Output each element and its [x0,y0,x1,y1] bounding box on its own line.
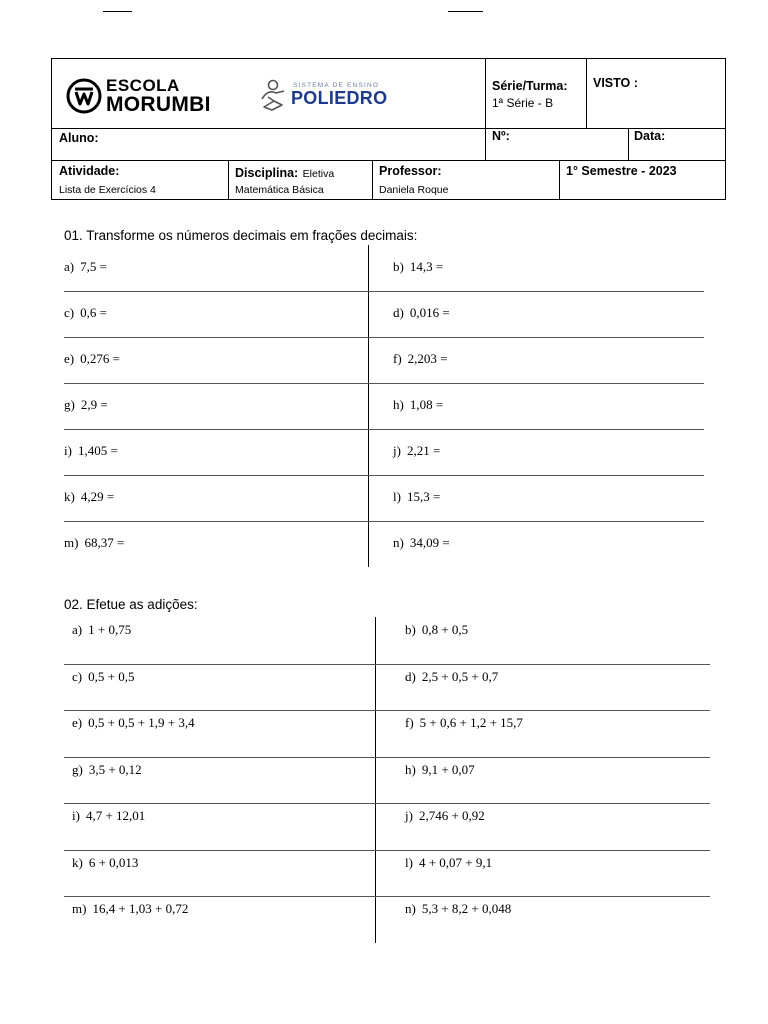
row-divider [64,850,710,851]
item-label: e) [72,715,83,730]
item-expression: 7,5 = [80,259,107,274]
item-label: i) [64,443,72,458]
q1-item-b [393,259,443,275]
q2-item-n [405,901,511,917]
q2-item-m [72,901,188,917]
item-expression: 16,4 + 1,03 + 0,72 [92,901,189,916]
top-rule-right [448,11,483,12]
item-label: h) [405,761,416,777]
disciplina-header [235,164,334,182]
q1-item-n [393,535,450,551]
item-expression: 2,203 = [407,351,448,366]
header-col-divider [228,160,229,200]
row-divider [64,337,704,338]
q1-item-m [64,535,124,551]
q2-item-k [72,855,138,871]
serie-label: Série/Turma: [492,79,568,93]
atividade-label: Atividade: [59,164,120,178]
visto-label: VISTO : [593,76,638,90]
item-expression: 3,5 + 0,12 [88,761,142,777]
q1-item-k [64,489,114,505]
item-expression: 0,276 = [80,351,120,366]
q2-item-a [72,622,131,638]
semestre-label: 1° Semestre - 2023 [566,164,677,178]
header-row-divider-2 [52,160,725,161]
row-divider [64,664,710,665]
item-label: b) [405,622,416,637]
school-name-line1: ESCOLA [106,76,180,95]
item-label: k) [72,854,83,870]
disciplina-value: Matemática Básica [235,184,324,196]
item-expression: 34,09 = [409,535,450,550]
item-expression: 5,3 + 8,2 + 0,048 [421,901,512,916]
q1-item-h [393,397,443,413]
item-expression: 14,3 = [409,259,444,274]
numero-label: Nº: [492,129,510,143]
header-col-divider [372,160,373,200]
item-label: n) [405,901,416,916]
item-label: l) [405,854,413,870]
q1-item-a [64,259,107,275]
item-expression: 4,29 = [80,489,115,504]
q2-item-h [405,762,475,778]
professor-label: Professor: [379,164,442,178]
item-expression: 5 + 0,6 + 1,2 + 15,7 [419,715,523,730]
q2-item-f [405,715,523,731]
row-divider [64,429,704,430]
atividade-value: Lista de Exercícios 4 [59,184,156,196]
poliedro-name: POLIEDRO [291,88,388,109]
question-2-title: 02. Efetue as adições: [64,597,198,612]
item-label: e) [64,351,75,366]
row-divider [64,710,710,711]
q1-item-i [64,443,118,459]
data-label: Data: [634,129,666,143]
serie-value: 1ª Série - B [492,96,554,110]
q1-item-c [64,305,107,321]
item-label: d) [393,305,404,320]
item-label: b) [393,259,404,274]
header-row-divider-1 [52,128,725,129]
item-expression: 1,08 = [409,397,444,412]
item-expression: 6 + 0,013 [88,854,139,870]
item-expression: 2,21 = [406,443,441,458]
q2-item-d [405,669,498,685]
morumbi-emblem-icon [66,78,102,114]
item-label: c) [64,305,75,320]
item-expression: 2,9 = [80,397,108,412]
q1-item-e [64,351,120,367]
q2-item-g [72,762,142,778]
q2-item-j [405,808,485,824]
item-expression: 1 + 0,75 [88,622,132,637]
column-divider [375,617,376,943]
item-label: g) [72,761,83,777]
item-label: j) [393,443,401,458]
item-label: j) [405,808,413,823]
item-label: m) [72,901,87,916]
item-expression: 15,3 = [406,489,441,504]
q2-item-i [72,808,145,824]
item-label: g) [64,397,75,412]
row-divider [64,757,710,758]
item-expression: 4,7 + 12,01 [85,808,146,823]
q2-item-b [405,622,468,638]
item-label: i) [72,808,80,823]
item-label: h) [393,397,404,412]
q1-item-f [393,351,448,367]
item-expression: 1,405 = [77,443,118,458]
professor-value: Daniela Roque [379,184,449,196]
item-label: d) [405,668,416,684]
item-label: l) [393,489,401,504]
aluno-label: Aluno: [59,131,99,145]
header-col-divider [628,128,629,160]
disciplina-suffix: Eletiva [302,168,335,180]
item-label: m) [64,535,79,550]
item-label: f) [393,351,402,366]
item-label: f) [405,715,414,730]
item-expression: 2,5 + 0,5 + 0,7 [421,668,499,684]
item-label: k) [64,489,75,504]
item-expression: 0,8 + 0,5 [421,622,469,637]
escola-morumbi-logo [66,77,211,115]
q2-item-c [72,669,134,685]
q1-item-l [393,489,440,505]
item-expression: 9,1 + 0,07 [421,761,475,777]
school-name-line2: MORUMBI [106,93,211,116]
item-expression: 0,5 + 0,5 + 1,9 + 3,4 [88,715,195,730]
item-label: n) [393,535,404,550]
question-1-title: 01. Transforme os números decimais em frações decimais: [64,228,418,243]
item-expression: 0,016 = [409,305,450,320]
disciplina-label: Disciplina: [235,166,299,180]
q1-item-g [64,397,108,413]
item-expression: 68,37 = [84,535,125,550]
q1-item-j [393,443,440,459]
item-expression: 4 + 0,07 + 9,1 [418,854,493,870]
item-label: a) [64,259,75,274]
q1-item-d [393,305,450,321]
item-expression: 0,6 = [80,305,107,320]
header-table [51,58,726,200]
row-divider [64,291,704,292]
poliedro-logo [258,79,387,111]
row-divider [64,383,704,384]
item-label: c) [72,668,83,684]
row-divider [64,475,704,476]
row-divider [64,896,710,897]
poliedro-figure-icon [258,79,288,111]
header-col-divider [586,59,587,128]
row-divider [64,521,704,522]
q2-item-l [405,855,492,871]
q2-item-e [72,715,195,731]
column-divider [368,245,369,567]
item-label: a) [72,622,83,637]
row-divider [64,803,710,804]
item-expression: 2,746 + 0,92 [418,808,485,823]
top-rule-left [103,11,132,12]
header-col-divider [559,160,560,200]
header-col-divider [485,59,486,160]
poliedro-tagline: SISTEMA DE ENSINO [293,81,380,89]
item-expression: 0,5 + 0,5 [88,668,135,684]
